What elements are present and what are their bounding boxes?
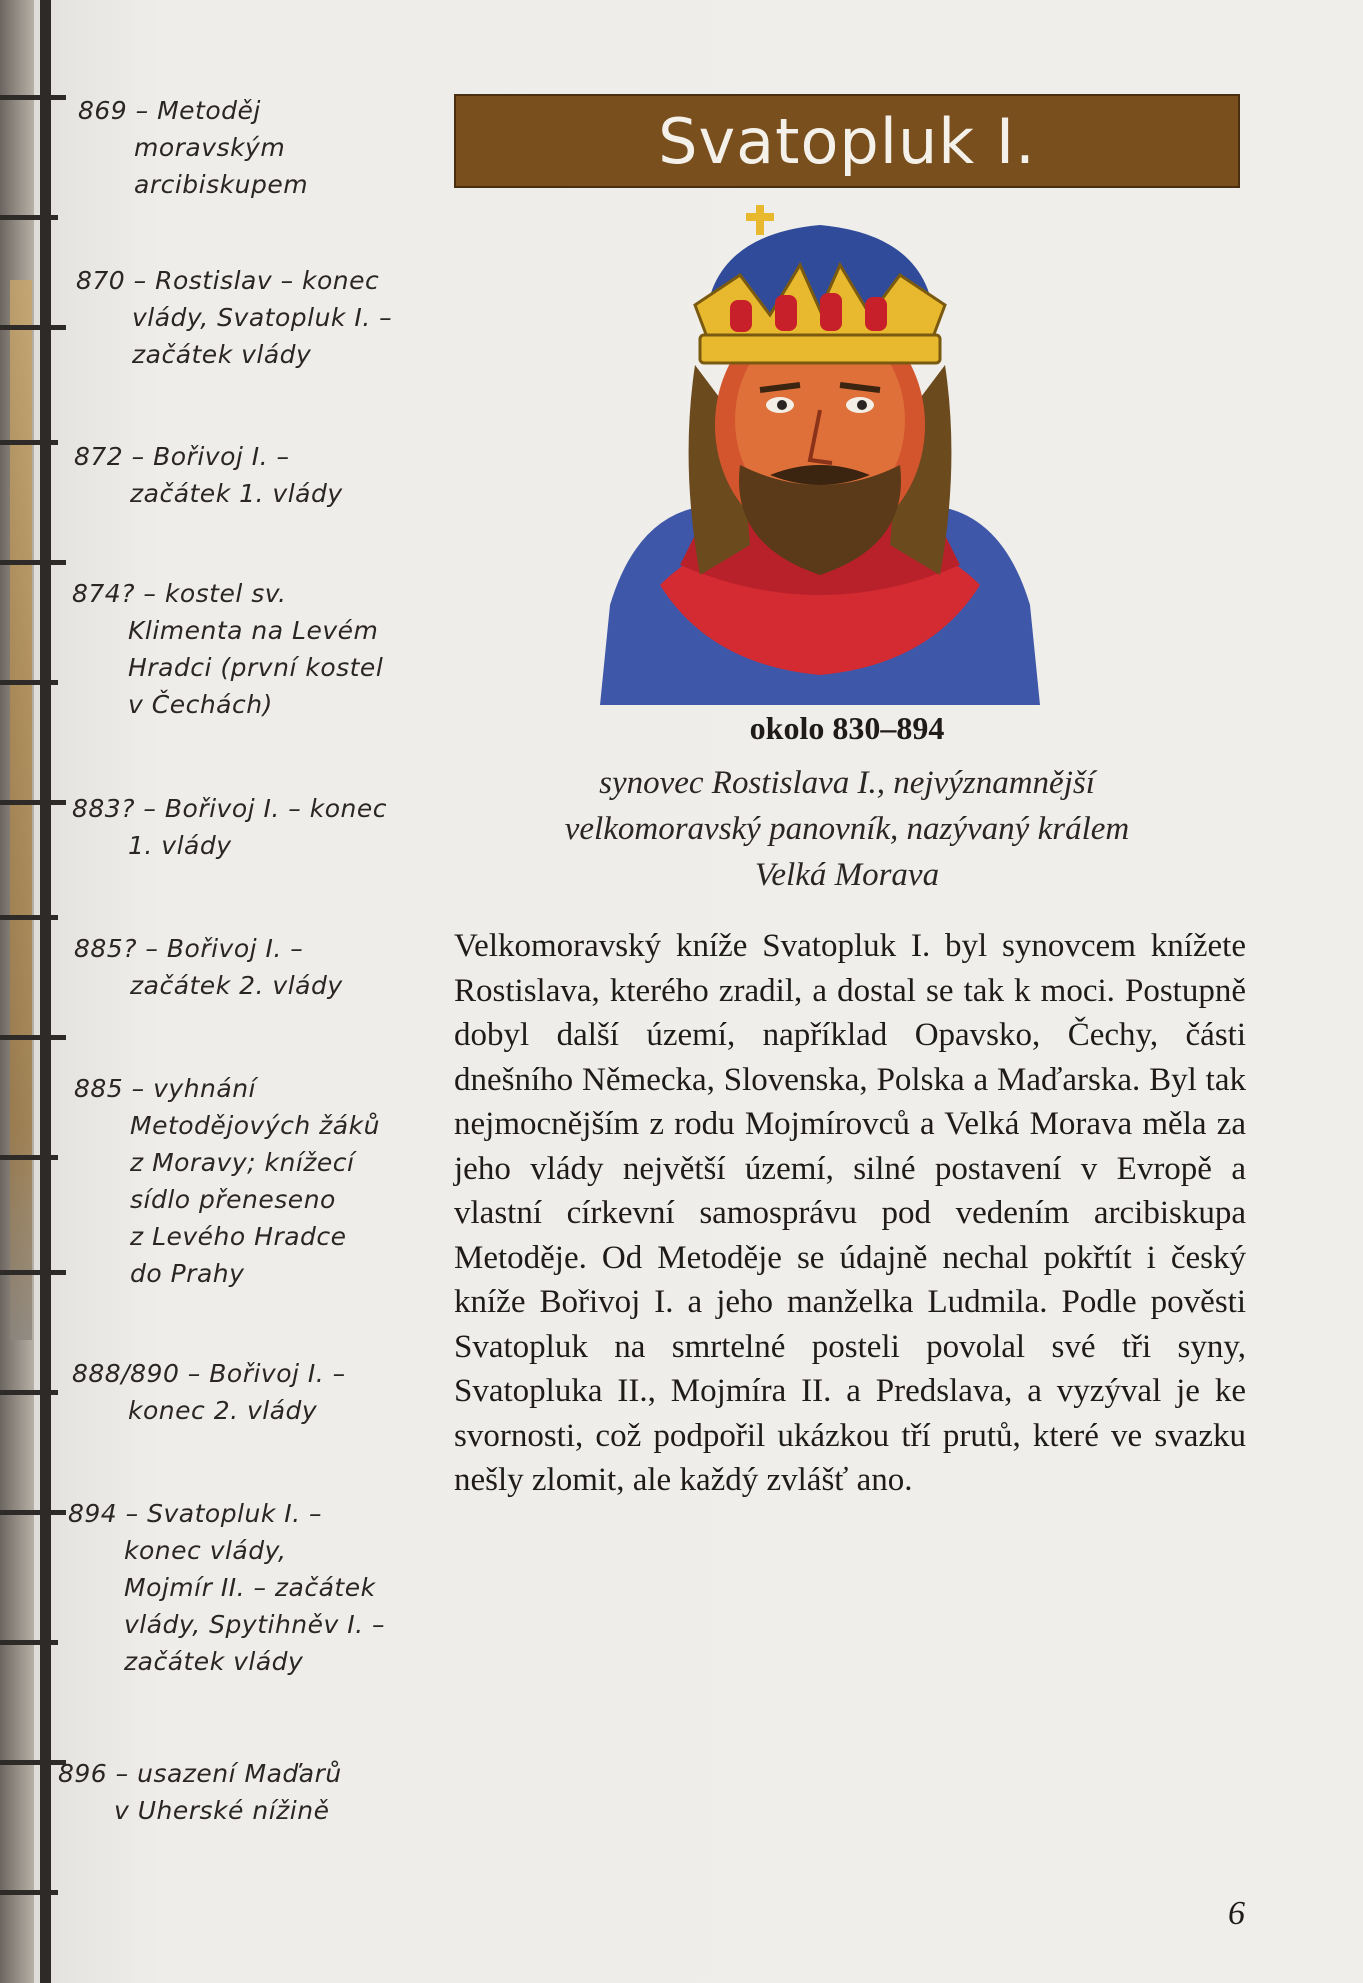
subtitle-line: Velká Morava	[754, 857, 940, 893]
timeline-tick	[0, 1510, 66, 1515]
timeline-entry	[74, 930, 343, 1004]
timeline-entry-line: začátek vlády	[124, 1647, 304, 1676]
timeline-entry-line: z Levého Hradce	[130, 1222, 347, 1251]
timeline-tick	[0, 440, 58, 445]
timeline-tick	[0, 560, 66, 565]
timeline-tick	[0, 1760, 66, 1765]
timeline-entry-heading: 874? – kostel sv.	[72, 579, 287, 608]
timeline-entry-heading: 883? – Bořivoj I. – konec	[72, 794, 387, 823]
timeline-tick	[0, 95, 66, 100]
timeline-entry-line: do Prahy	[130, 1259, 245, 1288]
timeline-tick	[0, 680, 58, 685]
subtitle	[454, 760, 1240, 898]
timeline-line	[40, 0, 51, 1983]
timeline-entry-line: vlády, Svatopluk I. –	[132, 303, 393, 332]
timeline-entry-heading: 888/890 – Bořivoj I. –	[72, 1359, 346, 1388]
timeline-tick	[0, 800, 66, 805]
timeline-entry-heading: 885? – Bořivoj I. –	[74, 934, 304, 963]
title-bar	[454, 94, 1240, 188]
timeline-tick	[0, 215, 58, 220]
page-number: 6	[1228, 1895, 1245, 1932]
timeline-entry	[58, 1755, 342, 1829]
timeline-entry-heading: 872 – Bořivoj I. –	[74, 442, 290, 471]
timeline-entry-line: Klimenta na Levém	[128, 616, 379, 645]
timeline-entry-heading: 896 – usazení Maďarů	[58, 1759, 342, 1788]
life-dates: okolo 830–894	[749, 710, 945, 746]
timeline-entry-line: začátek vlády	[132, 340, 312, 369]
timeline-entry-line: 1. vlády	[128, 831, 232, 860]
timeline-entry	[76, 262, 392, 373]
king-portrait-icon	[600, 205, 1040, 705]
timeline-entry-line: sídlo přeneseno	[130, 1185, 336, 1214]
timeline-tick	[0, 325, 66, 330]
timeline-entry-line: moravským	[134, 133, 286, 162]
timeline-entry	[78, 92, 308, 203]
subtitle-line: synovec Rostislava I., nejvýznamnější	[599, 765, 1095, 801]
timeline-entry-line: konec vlády,	[124, 1536, 287, 1565]
timeline-entry-line: konec 2. vlády	[128, 1396, 318, 1425]
book-gutter-shadow	[10, 280, 32, 1340]
body-paragraph: Velkomoravský kníže Svatopluk I. byl synovcem knížete Rostislava, kterého zradil, a dostal se tak k moci. Postupně dobyl další území, například Opavsko, Čechy, části dnešního Německa, Slovenska, Polska a Maďarska. Byl tak nejmocnějším z rodu Mojmírovců a Velká Morava měla za jeho vlády největší území, silné postavení v Evropě a vlastní církevní samosprávu pod vedením arcibiskupa Metoděje. Od Metoděje se údajně nechal pokřtít i český kníže Bořivoj I. a jeho manželka Ludmila. Podle pověsti Svatopluk na smrtelné posteli povolal své tři syny, Svatopluka II., Mojmíra II. a Predslava, a vyzýval je ke svornosti, což podpořil ukázkou tří prutů, které ve svazku nešly zlomit, ale každý zvlášť ano.	[454, 928, 1246, 1498]
timeline-entry-line: arcibiskupem	[134, 170, 309, 199]
timeline-entry-line: vlády, Spytihněv I. –	[124, 1610, 386, 1639]
timeline-entry	[74, 1070, 380, 1292]
timeline-tick	[0, 1155, 58, 1160]
timeline-tick	[0, 1270, 66, 1275]
timeline-tick	[0, 1390, 58, 1395]
timeline-entry-line: začátek 2. vlády	[130, 971, 343, 1000]
timeline-entry-heading: 885 – vyhnání	[74, 1074, 257, 1103]
timeline-entry-line: z Moravy; knížecí	[130, 1148, 355, 1177]
timeline-entry-line: začátek 1. vlády	[130, 479, 343, 508]
timeline-entry-heading: 870 – Rostislav – konec	[76, 266, 380, 295]
timeline-entry	[72, 790, 387, 864]
timeline-entry-line: Mojmír II. – začátek	[124, 1573, 376, 1602]
timeline-tick	[0, 1035, 66, 1040]
timeline-tick	[0, 915, 58, 920]
page-title: Svatopluk I.	[658, 104, 1036, 178]
timeline-entry-line: Hradci (první kostel	[128, 653, 384, 682]
timeline-entry-line: v Čechách)	[128, 690, 273, 719]
timeline-entry-line: Metodějových žáků	[130, 1111, 380, 1140]
timeline-entry-line: v Uherské nížině	[114, 1796, 330, 1825]
subtitle-line: velkomoravský panovník, nazývaný králem	[564, 811, 1130, 847]
timeline-entry-heading: 869 – Metoděj	[78, 96, 261, 125]
timeline-entry	[72, 575, 383, 723]
timeline-tick	[0, 1890, 58, 1895]
timeline-tick	[0, 1640, 58, 1645]
timeline-entry	[72, 1355, 346, 1429]
timeline-entry-heading: 894 – Svatopluk I. –	[68, 1499, 323, 1528]
timeline-entry	[74, 438, 343, 512]
timeline-entry	[68, 1495, 385, 1680]
